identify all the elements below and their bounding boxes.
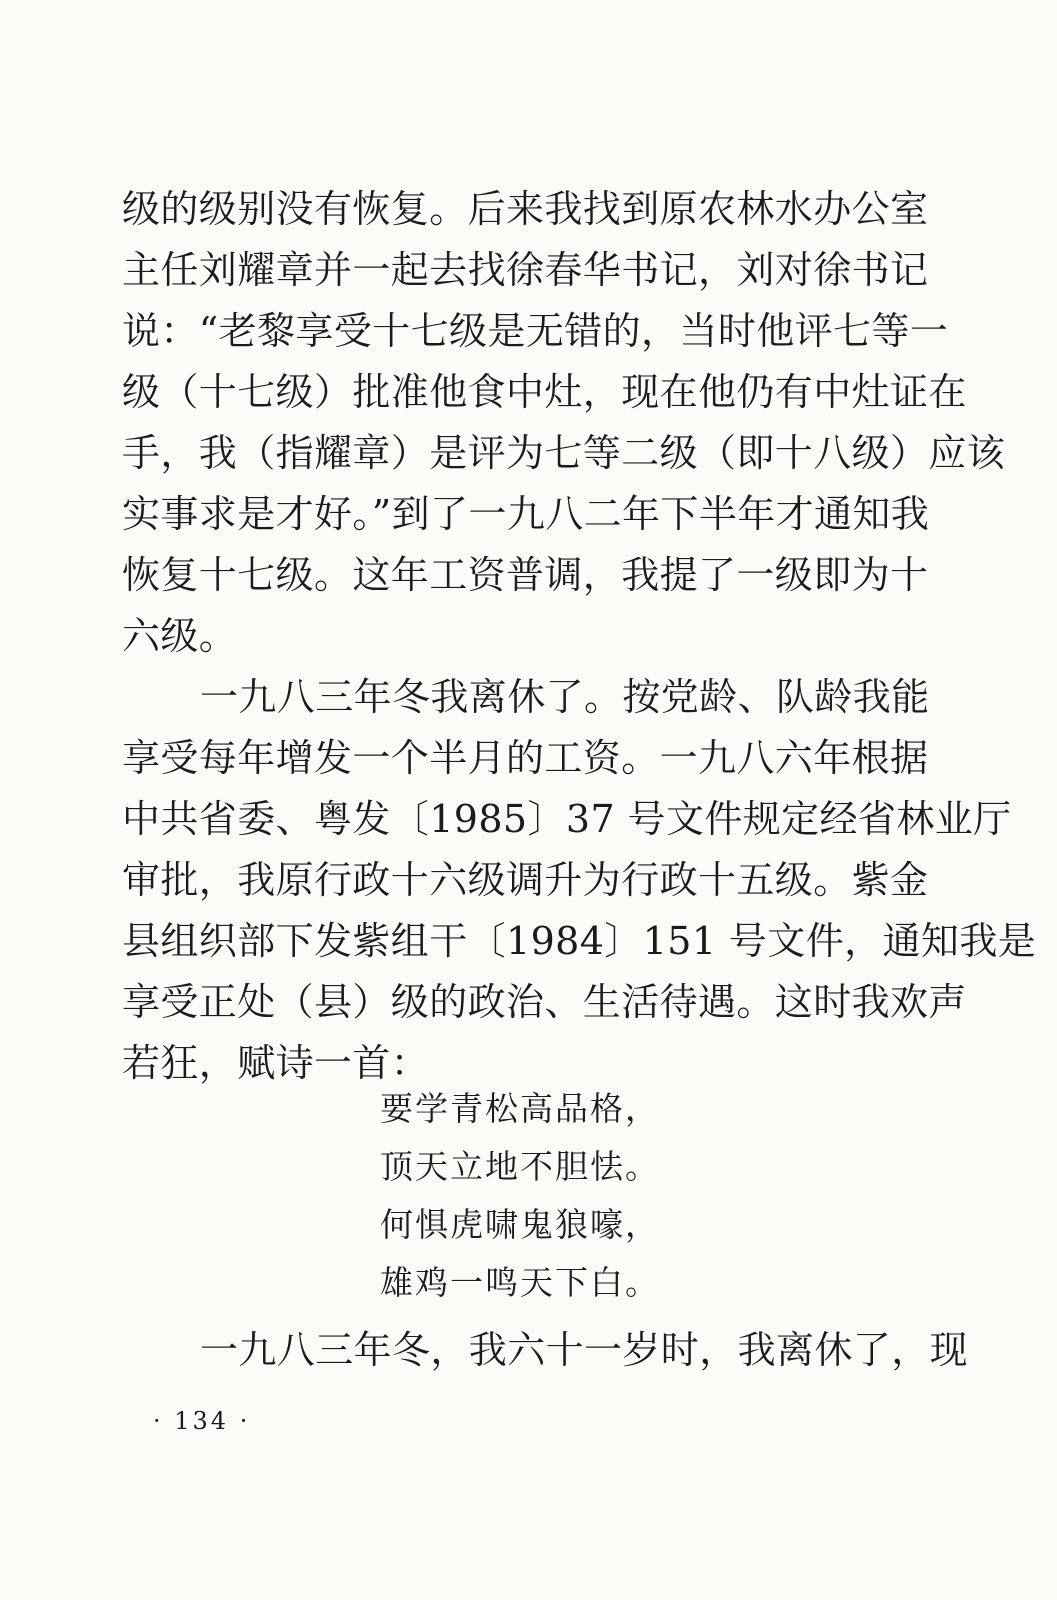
poem-line: 要学青松高品格， bbox=[380, 1089, 660, 1128]
paragraph-1-line: 说：“老黎享受十七级是无错的，当时他评七等一 bbox=[122, 309, 949, 353]
paragraph-1-line: 恢复十七级。这年工资普调，我提了一级即为十 bbox=[122, 553, 929, 597]
page-number: · 134 · bbox=[153, 1407, 251, 1435]
paragraph-1-line: 六级。 bbox=[122, 614, 238, 658]
poem-line: 顶天立地不胆怯。 bbox=[380, 1147, 660, 1186]
paragraph-1-line: 级的级别没有恢复。后来我找到原农林水办公室 bbox=[122, 187, 929, 231]
paragraph-2-line: 中共省委、粤发〔1985〕37 号文件规定经省林业厅 bbox=[122, 797, 1012, 841]
paragraph-2-line: 享受每年增发一个半月的工资。一九八六年根据 bbox=[122, 736, 929, 780]
paragraph-2-line: 若狂，赋诗一首： bbox=[122, 1041, 430, 1085]
paragraph-2-line: 县组织部下发紫组干〔1984〕151 号文件，通知我是 bbox=[122, 919, 1037, 963]
paragraph-2-line: 享受正处（县）级的政治、生活待遇。这时我欢声 bbox=[122, 980, 967, 1024]
paragraph-2-line: 一九八三年冬我离休了。按党龄、队龄我能 bbox=[200, 675, 930, 719]
paragraph-1-line: 手，我（指耀章）是评为七等二级（即十八级）应该 bbox=[122, 431, 1006, 475]
paragraph-1-line: 实事求是才好。”到了一九八二年下半年才通知我 bbox=[122, 492, 930, 536]
paragraph-2-line: 审批，我原行政十六级调升为行政十五级。紫金 bbox=[122, 858, 929, 902]
poem-line: 何惧虎啸鬼狼嚎， bbox=[380, 1205, 660, 1244]
paragraph-1-line: 级（十七级）批准他食中灶，现在他仍有中灶证在 bbox=[122, 370, 967, 414]
paragraph-3-line: 一九八三年冬，我六十一岁时，我离休了，现 bbox=[200, 1328, 969, 1372]
paragraph-1-line: 主任刘耀章并一起去找徐春华书记，刘对徐书记 bbox=[122, 248, 929, 292]
poem-line: 雄鸡一鸣天下白。 bbox=[380, 1263, 660, 1302]
